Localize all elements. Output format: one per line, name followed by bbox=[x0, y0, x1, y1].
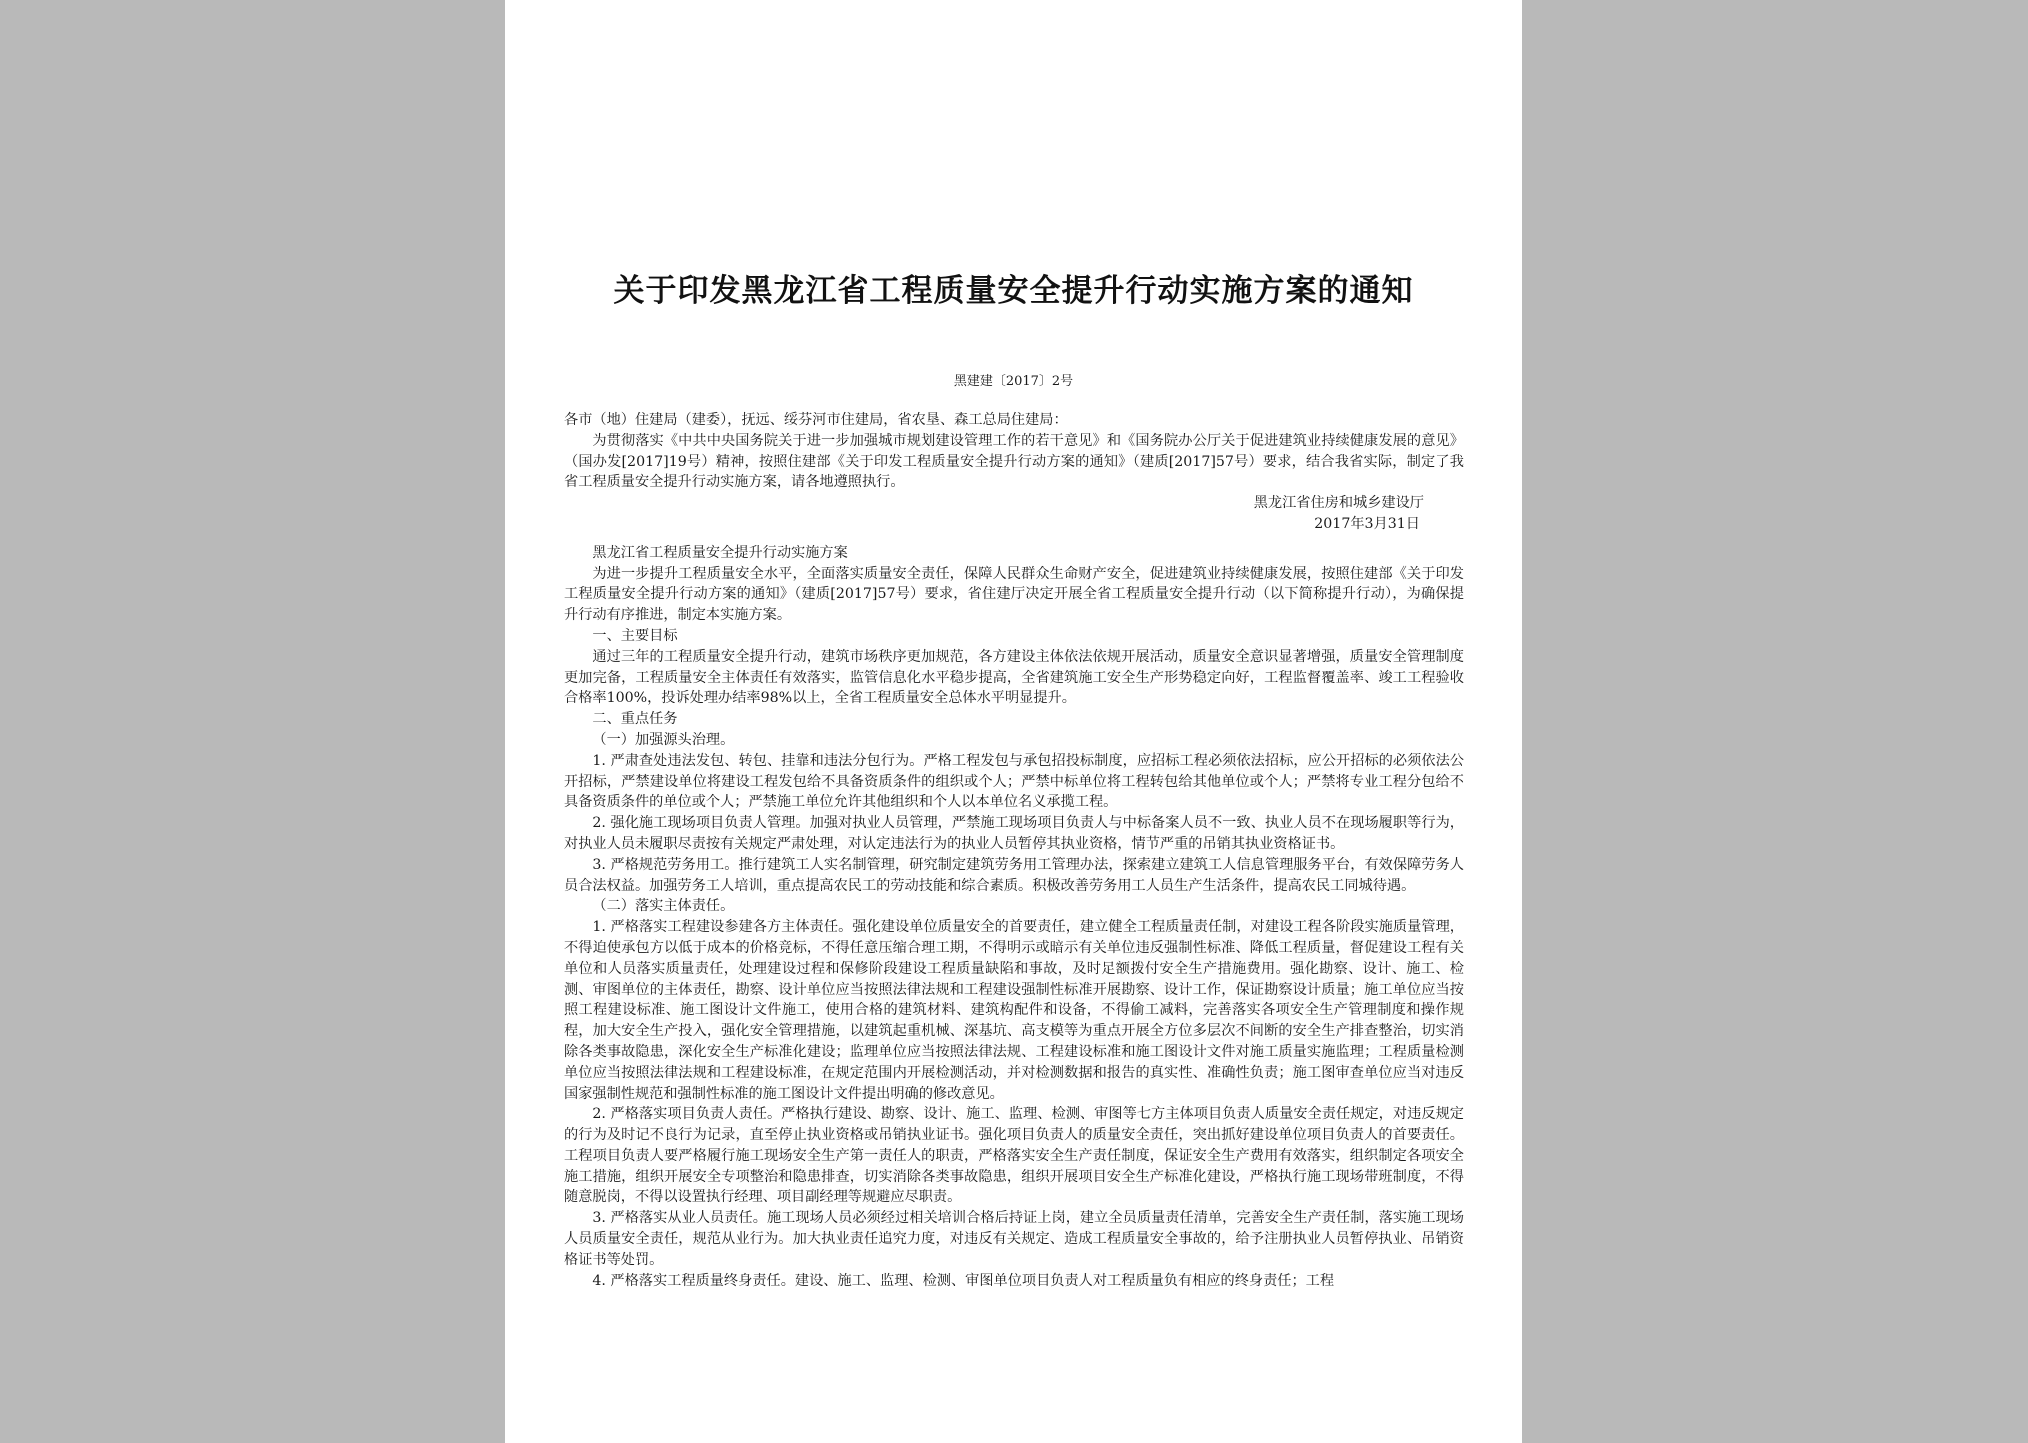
list-item: 1. 严肃查处违法发包、转包、挂靠和违法分包行为。严格工程发包与承包招投标制度，应招标工程必须依法招标，应公开招标的必须依法公开招标，严禁建设单位将建设工程发包给不具备资质条件的组织或个人；严禁中标单位将工程转包给其他单位或个人；严禁将专业工程分包给不具备资质条件的单位或个人；严禁施工单位允许其他组织和个人以本单位名义承揽工程。 bbox=[564, 752, 1464, 811]
document-title: 关于印发黑龙江省工程质量安全提升行动实施方案的通知 bbox=[613, 273, 1414, 309]
list-item: 3. 严格落实从业人员责任。施工现场人员必须经过相关培训合格后持证上岗，建立全员质量责任清单，完善安全生产责任制，落实施工现场人员质量安全责任，规范从业行为。加大执业责任追究力度，对违反有关规定、造成工程质量安全事故的，给予注册执业人员暂停执业、吊销资格证书等处罚。 bbox=[564, 1210, 1464, 1268]
list-item: 2. 强化施工现场项目负责人管理。加强对执业人员管理，严禁施工现场项目负责人与中标备案人员不一致、执业人员不在现场履职等行为，对执业人员未履职尽责按有关规定严肃处理，对认定违法行为的执业人员暂停其执业资格，情节严重的吊销其执业资格证书。 bbox=[564, 815, 1464, 852]
document-body bbox=[564, 410, 1464, 1291]
list-item: 2. 严格落实项目负责人责任。严格执行建设、勘察、设计、施工、监理、检测、审图等七方主体项目负责人质量安全责任规定，对违反规定的行为及时记不良行为记录，直至停止执业资格或吊销执业证书。强化项目负责人的质量安全责任，突出抓好建设单位项目负责人的首要责任。工程项目负责人要严格履行施工现场安全生产第一责任人的职责，严格落实安全生产责任制度，保证安全生产费用有效落实，组织制定各项安全施工措施，组织开展安全专项整治和隐患排查，切实消除各类事故隐患，组织开展项目安全生产标准化建设，严格执行施工现场带班制度，不得随意脱岗，不得以设置执行经理、项目副经理等规避应尽职责。 bbox=[564, 1106, 1464, 1206]
list-item: 4. 严格落实工程质量终身责任。建设、施工、监理、检测、审图单位项目负责人对工程质量负有相应的终身责任；工程 bbox=[592, 1272, 1335, 1289]
document-page bbox=[505, 0, 1522, 1443]
document-number: 黑建建〔2017〕2号 bbox=[953, 374, 1074, 389]
list-item: 1. 严格落实工程建设参建各方主体责任。强化建设单位质量安全的首要责任，建立健全工程质量责任制，对建设工程各阶段实施质量管理，不得迫使承包方以低于成本的价格竞标，不得任意压缩合理工期，不得明示或暗示有关单位违反强制性标准、降低工程质量，督促建设工程有关单位和人员落实质量责任，处理建设过程和保修阶段建设工程质量缺陷和事故，及时足额拨付安全生产措施费用。强化勘察、设计、施工、检测、审图单位的主体责任，勘察、设计单位应当按照法律法规和工程建设强制性标准开展勘察、设计工作，保证勘察设计质量；施工单位应当按照工程建设标准、施工图设计文件施工，使用合格的建筑材料、建筑构配件和设备，不得偷工减料，完善落实各项安全生产管理制度和操作规程，加大安全生产投入，强化安全管理措施，以建筑起重机械、深基坑、高支模等为重点开展全方位多层次不间断的安全生产排查整治，切实消除各类事故隐患，深化安全生产标准化建设；监理单位应当按照法律法规、工程建设标准和施工图设计文件对施工质量实施监理；工程质量检测单位应当按照法律法规和工程建设标准，在规定范围内开展检测活动，并对检测数据和报告的真实性、准确性负责；施工图审查单位应当对违反国家强制性规范和强制性标准的施工图设计文件提出明确的修改意见。 bbox=[564, 919, 1464, 1102]
section-paragraph: 通过三年的工程质量安全提升行动，建筑市场秩序更加规范，各方建设主体依法依规开展活动，质量安全意识显著增强，质量安全管理制度更加完备，工程质量安全主体责任有效落实，监管信息化水平稳步提高，全省建筑施工安全生产形势稳定向好，工程监督覆盖率、竣工工程验收合格率100%，投诉处理办结率98%以上，全省工程质量安全总体水平明显提升。 bbox=[564, 648, 1464, 707]
intro-paragraph: 为贯彻落实《中共中央国务院关于进一步加强城市规划建设管理工作的若干意见》和《国务院办公厅关于促进建筑业持续健康发展的意见》（国办发[2017]19号）精神，按照住建部《关于印发工程质量安全提升行动方案的通知》（建质[2017]57号）要求，结合我省实际，制定了我省工程质量安全提升行动实施方案，请各地遵照执行。 bbox=[564, 432, 1464, 491]
plan-title: 黑龙江省工程质量安全提升行动实施方案 bbox=[592, 544, 848, 561]
section-heading: 二、重点任务 bbox=[592, 711, 678, 728]
section-heading: 一、主要目标 bbox=[592, 627, 678, 644]
salutation: 各市（地）住建局（建委），抚远、绥芬河市住建局，省农垦、森工总局住建局： bbox=[564, 412, 1068, 428]
subsection-heading: （二）落实主体责任。 bbox=[592, 898, 735, 915]
plan-intro: 为进一步提升工程质量安全水平，全面落实质量安全责任，保障人民群众生命财产安全，促进建筑业持续健康发展，按照住建部《关于印发工程质量安全提升行动方案的通知》（建质[2017]57号）要求，省住建厅决定开展全省工程质量安全提升行动（以下简称提升行动），为确保提升行动有序推进，制定本实施方案。 bbox=[564, 565, 1464, 624]
list-item: 3. 严格规范劳务用工。推行建筑工人实名制管理，研究制定建筑劳务用工管理办法，探索建立建筑工人信息管理服务平台，有效保障劳务人员合法权益。加强劳务工人培训，重点提高农民工的劳动技能和综合素质。积极改善劳务用工人员生产生活条件，提高农民工同城待遇。 bbox=[564, 856, 1464, 894]
issuer: 黑龙江省住房和城乡建设厅 bbox=[1253, 495, 1424, 512]
issue-date: 2017年3月31日 bbox=[1314, 515, 1420, 532]
subsection-heading: （一）加强源头治理。 bbox=[592, 731, 735, 748]
